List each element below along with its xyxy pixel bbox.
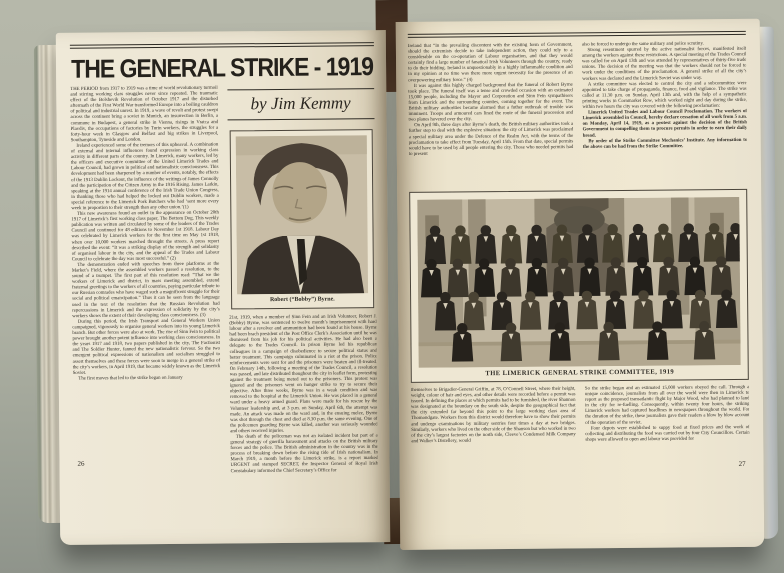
- paragraph: During this period, the Irish Transport and General Workers Union campaigned, vigorously to organise general workers into its young Limerick branch. But other forces were also at work. The rise of Sinn Fein to political power brought another potent influence into working class consciousness. In the years 1917 and 1918, two papers published in the city, The Factionist and The Soldier Hunter, fanned the new nationalistic fervour. So the two emergent political expressions of nationalism and socialism struggled to assert themselves and these forces were soon to merge in a general strike of the city’s workers, in April 1919, that became widely known as the Limerick Soviet.: [72, 318, 221, 376]
- paragraph: Four depots were established to suppy food at fixed prices and the work of collecting and distributing the food was carried out by four City Councillors. Certain shops were allowed to open and labour was provided for: [584, 424, 750, 443]
- paragraph: The first moves that led to the strike began on January: [78, 375, 183, 382]
- paragraph: Strong resentment spurred by the active nationalist forces, manifested itself among the workers against these restrictions. A special meeting of the Trades Council was called for on April 13th and was attended by representatives of thirty-five trade unions. The decision of the meeting was that the workers should not be forced to work under the conditions of the proclamation. A general strike of all the city’s workers was declared and the Limerick Soviet was under way.: [581, 46, 747, 82]
- right-page: [396, 19, 765, 550]
- page-number-right: 27: [738, 460, 746, 469]
- top-rule: [70, 42, 374, 49]
- paragraph: The demonstration ended with speeches from three platforms at the Market’s Field, where the assembled workers passed a resolution, to the sound of a trumpet. The first part of this resolution read: “That we the workers of Limerick and district, in mass meeting assembled, extend fraternal greetings to the workers of all countries, paying particular tribute to our Russian comrades who have waged such a magnificent struggle for their social and political emancipation.” Thus it can be seen from the language used in the text of the resolution that the Russian Revolution had repercussions in Limerick and the expression of solidarity by the city’s workers shows the extent of their developing class consciousness. (3): [71, 261, 220, 319]
- paragraph: also be forced to undergo the same military and police scrutiny.: [581, 41, 704, 48]
- proclamation-paragraph: By order of the Strike Committee Mechanics’ Institute. Any information to the above can be had from the Strike Committee.: [582, 137, 747, 150]
- group-photo: [417, 197, 740, 368]
- paragraph: A strike committee was elected to control the city and a subcommittee were appointed to take charge of propaganda, finance, food and vigilance. The strike was called at 11.30 p.m. on Sunday, April 13th and, with the help of a sympathetic printing works in Cornmarket Row, which worked night and day during the strike, within two hours the city was covered with the following proclamation:: [581, 81, 747, 110]
- right-page-below-column-2: [584, 385, 749, 469]
- portrait-photo: [235, 136, 368, 295]
- paragraph: 21st, 1919, when a member of Sinn Fein and an Irish Volunteer, Robert J. (Bobby) Byrne, was sentenced to twelve month’s imprisonment with hard labour after a revolver and ammunition had been found at his house. Byrne had been brach president of the Post Office Clerk’s Association until he was dismissed from his job for his political activities. He had also been a delegate to the Trades Council. In prison Byrne led his republican colleagues in a campaign of disobedience to secure political status and better treatment. This campaign culminated in a riot at the prison. Police reinforcements were sent for and the prisoners were beaten and ill-treated. On February 14th, following a meeting of the Trades Council, a resolution was passed, and late distributed thoughout the city in leaflet form, protesting against the treatment being meted out to the prisoners. This protest was ignored and the prisoners went on hunger strike to try to secure their objective. After three weeks, Byrne was in a weak condition and was removed to the hospital at the Limerick Union. He was placed in a general ward under a heavy armed guard. Plans were made for his rescue by the Volunteer leadership and, at 3 p.m. on Sunday, April 6th, the attempt was made. An attack was made on the ward and, in the ensuing melee, Byrne was shot through the chest and died at 8.30 p.m. the same evening. One of the policemen guarding Byrne was killed, another was seriously wounded and others received injuries.: [228, 314, 378, 435]
- group-photo-caption: THE LIMERICK GENERAL STRIKE COMMITTEE, 1919: [485, 368, 675, 378]
- portrait-caption: Robert (“Bobby”) Byrne.: [269, 296, 335, 304]
- paragraph: On April 9th, three days after Byrne’s death, the British military authorities took a further step to deal with the explosive situation: the city of Limerick was proclaimed a special military area under the Defence of the Realm Act, with the terms of the proclamation to take effect from Tuesday, April 15th. From that date, special permits would have to be used by all people entering the city. Those who needed permits had to present: [408, 122, 574, 157]
- portrait-photo-frame: [229, 130, 374, 310]
- left-page-column-1: [70, 86, 221, 516]
- right-page-column-1: [408, 43, 574, 186]
- paragraph: The death of the policeman was not an isolated incident but part of a general strategy of guerilla harassment and attacks on the British military forces and the police. The British administration in the country was in the process of breaking down before the rising tide of Irish nationalism. In March 1919, a month before the Limerick strike, is a report marked URGENT and stamped SECRET, the Inspector General of Royal Irish Constabulary informed the Chief Secretary’s Office for: [229, 433, 378, 474]
- paragraph: So the strike began and an estimated 15,000 workers obeyed the call. Through a unique coincidence, journalists from all over the world were then in Limerick to report as the proposed transatlantic flight by Major Wood, who had planned to land in the city for re-fuelling. Consequently, within twenty four hours, the striking Limerick workers had captured headlines in newspapers throughout the world. For the duration of the strike, these journalists gave their readers a blow by blow account of the operation of the soviet.: [584, 385, 750, 426]
- right-page-column-2: [581, 41, 747, 184]
- top-rule: [408, 31, 746, 38]
- paragraph: Ireland experienced some of the tremors of this upheaval. A combination of external and internal influences found expression in working class activity in different parts of the country. In Limerick, many workers, led by the officers and executive committee of the United Limerick Trades and Labour Council, had grown in political and nationalistic consciousness. This development had been sharpened by a number of events, notably, the effects of the 1913 Dublin Lockout, the influence of the writings of James Connolly and the participation of the Citizen Army in the 1916 Rising. James Larkin, speaking at the 1914 annual conference of the Irish Trade Union Congress, in thanking those who had helped the locked out Dublin workers, made a special reference to the Limerick Pork Butchers who had ‘sent more every week in proportion to their strength than any other union.’(1): [70, 142, 219, 212]
- paragraph: themselves to Brigadier-General Griffin, at 78, O’Connell Street, where their height, weight, colour of hair and eyes, and other details were recorded before a permit was issued. In defining the places at which permits had to be furnished, the river Shannon was designated at the boundary on the south side, despite the geographical fact that the city extended far beyond this point to the large working class area of Thomondgate. Workers from this district would therefore have to show their permits and undergo examinations by military sentries four times a day at two bridges. Similarly, workers who lived on the other side of the Shanson but who worked in two of the city’s largest factories on the north side, Cleeve’s Condensed Milk Company and Walker’s Distellery, would: [410, 386, 576, 444]
- group-photo-frame: [409, 189, 749, 383]
- paragraph: This new awareness found an outlet in the appearance on October 20th 1917 of Limerick’s first working class paper, The Bottom Dog. This weekly publication was written and circulated by some of the leaders of the Trades Council and continued for 48 editions to November 1st 1918. Labour Day was celebrated by Limerick workers for the first time on May 1st 1918, when over 10,000 workers marched throught the streets. A press report described the event: “It was a striking display of the strength and solidarity of organised labour in the city, and the appeal of the Trades and Labour Council to celebrate the day was most successful.” (2): [71, 210, 220, 263]
- paragraph: Ireland that “In the prevailing discontent with the existing form of Government, should the extremists decide to take independent action, they could rely to a considerable on the co-operation of Labour organisation, and that they would certainly find a large number of fanatical Irish Volunteers through the country, ready to do their bidding. Ireland is unquestionably in a highly inflammable condition and in my opinion at no time was there more urgent necessity for the presence of an overpowering military force.” (4): [407, 42, 573, 84]
- byline-box: [227, 89, 375, 121]
- paragraph: It was against this highly charged background that the funeral of Robert Byrne took place. The funeral itself was a tense and crowded occasion with an estimated 15,000 people, including the Mayor and Corporation and Sinn Fein sympathisers from Limerick and the surrounding counties, coming together for the event. The British military authorities became alarmed that a futher outbreak of trouble was imminent. Troops and armoured cars lined the route of the funeral procession and two planes hovered over the city.: [408, 82, 574, 123]
- proclamation-paragraph: Limerick United Trades and Labour Council Proclamation. The workers of Limerick assembled in Council, hereby declare cessation of all work from 5 a.m. on Monday, April 14, 1919, as a protest against the decision of the British Government in compelling them to procure permits in order to earn their daily bread.: [582, 109, 747, 139]
- left-page: [56, 30, 390, 545]
- article-title: THE GENERAL STRIKE - 1919: [71, 51, 374, 84]
- left-page-column-2: [227, 85, 378, 515]
- byline: by Jim Kemmy: [250, 93, 351, 114]
- paragraph: THE PERIOD from 1917 to 1919 was a time of world revolutionary turmoil and stirring working class struggles never since repeated. The traumatic effect of the Bolshevik Revolution of October 1917 and the disturbed aftermath of the First World War transformed Europe into a boiling cauldron of political and industrial unrest. In 1919, a wave of revolt and protest swept across the continent bring a soviet in Munich, an insurrection in Berlin, a commune in Budapest, a general strike in Vienna, risings in Vratca and Plavdiv, the occupations of factories by Turin workers, the struggles for a forty-hour week in Glasgow and Belfast and big strikes in Liverpool, Southampton, Tyneside and London.: [70, 85, 219, 144]
- right-page-below-column-1: [411, 387, 576, 471]
- page-number-left: 26: [77, 459, 85, 469]
